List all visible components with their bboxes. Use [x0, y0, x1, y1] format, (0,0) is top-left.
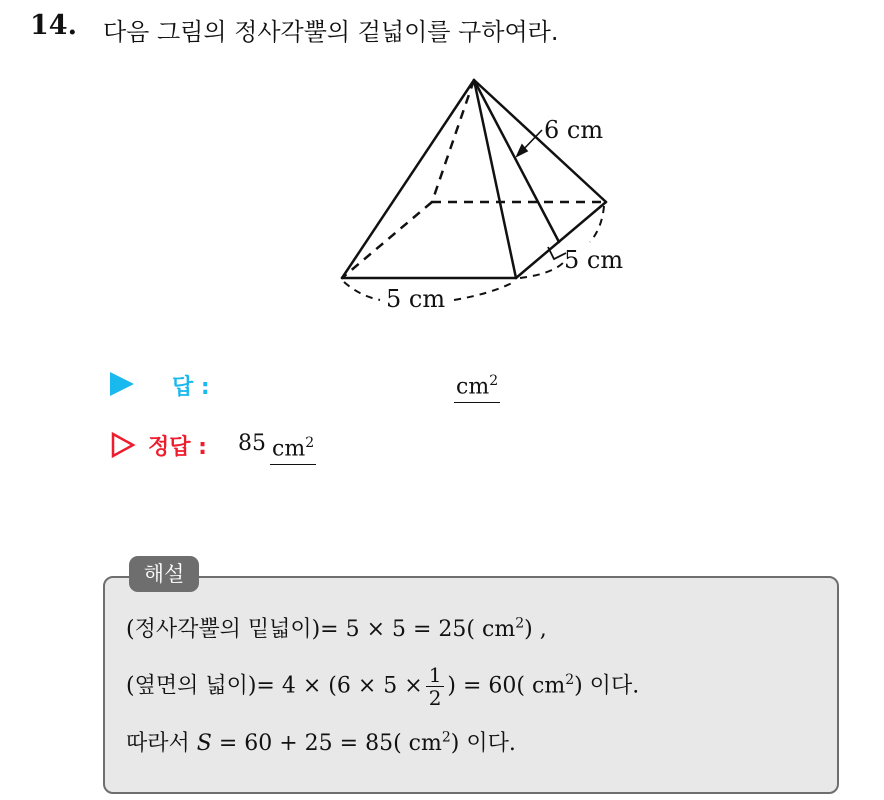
outline-play-icon [110, 431, 136, 459]
solution-line-1-end: ) , [524, 617, 547, 642]
answer-unit-exponent: 2 [489, 373, 499, 389]
solution-line-1 [126, 612, 547, 643]
bottom-edge-label: 5 cm [386, 285, 446, 313]
fraction-numerator: 1 [426, 664, 445, 687]
fraction-denominator: 2 [428, 686, 442, 710]
right-edge-label: 5 cm [564, 246, 624, 274]
solution-line-2-exponent: 2 [565, 672, 575, 689]
solution-line-3 [126, 726, 516, 757]
slant-arrow [517, 130, 542, 156]
correct-answer-row [110, 428, 530, 464]
solution-line-1-exponent: 2 [515, 615, 525, 632]
answer-unit: cm [456, 374, 490, 400]
solution-line-3-mid: = 60 + 25 = 85( cm [211, 731, 442, 756]
solution-line-3-text: 따라서 [126, 731, 197, 756]
slant-height-label: 6 cm [544, 116, 604, 144]
solution-title: 해설 [129, 556, 199, 592]
answer-input[interactable] [454, 368, 500, 403]
pyramid-figure [330, 66, 630, 326]
answer-label: 답 : [172, 375, 210, 400]
solution-line-2-end: ) 이다. [574, 673, 640, 699]
solution-line-3-exponent: 2 [441, 729, 451, 746]
solution-line-2 [126, 664, 639, 709]
solution-line-2-mid: ) = 60( cm [447, 673, 566, 699]
fraction [426, 664, 445, 709]
answer-row [110, 366, 530, 402]
correct-answer-unit-exponent: 2 [305, 435, 315, 451]
solution-line-2-text: (옆면의 넓이)= 4 × (6 × 5 × [126, 673, 423, 699]
correct-answer-label: 정답 : [148, 435, 207, 460]
correct-answer-value: 85 [238, 431, 266, 456]
question-number: 14. [30, 10, 77, 41]
play-icon [110, 372, 134, 396]
solution-line-3-end: ) 이다. [450, 731, 516, 756]
solution-line-1-text: (정사각뿔의 밑넓이)= 5 × 5 = 25( cm [126, 617, 516, 642]
question-text: 다음 그림의 정사각뿔의 겉넓이를 구하여라. [103, 18, 559, 46]
correct-answer-unit-wrap [270, 430, 316, 465]
solution-variable: S [196, 731, 212, 756]
correct-answer-unit: cm [272, 436, 306, 462]
